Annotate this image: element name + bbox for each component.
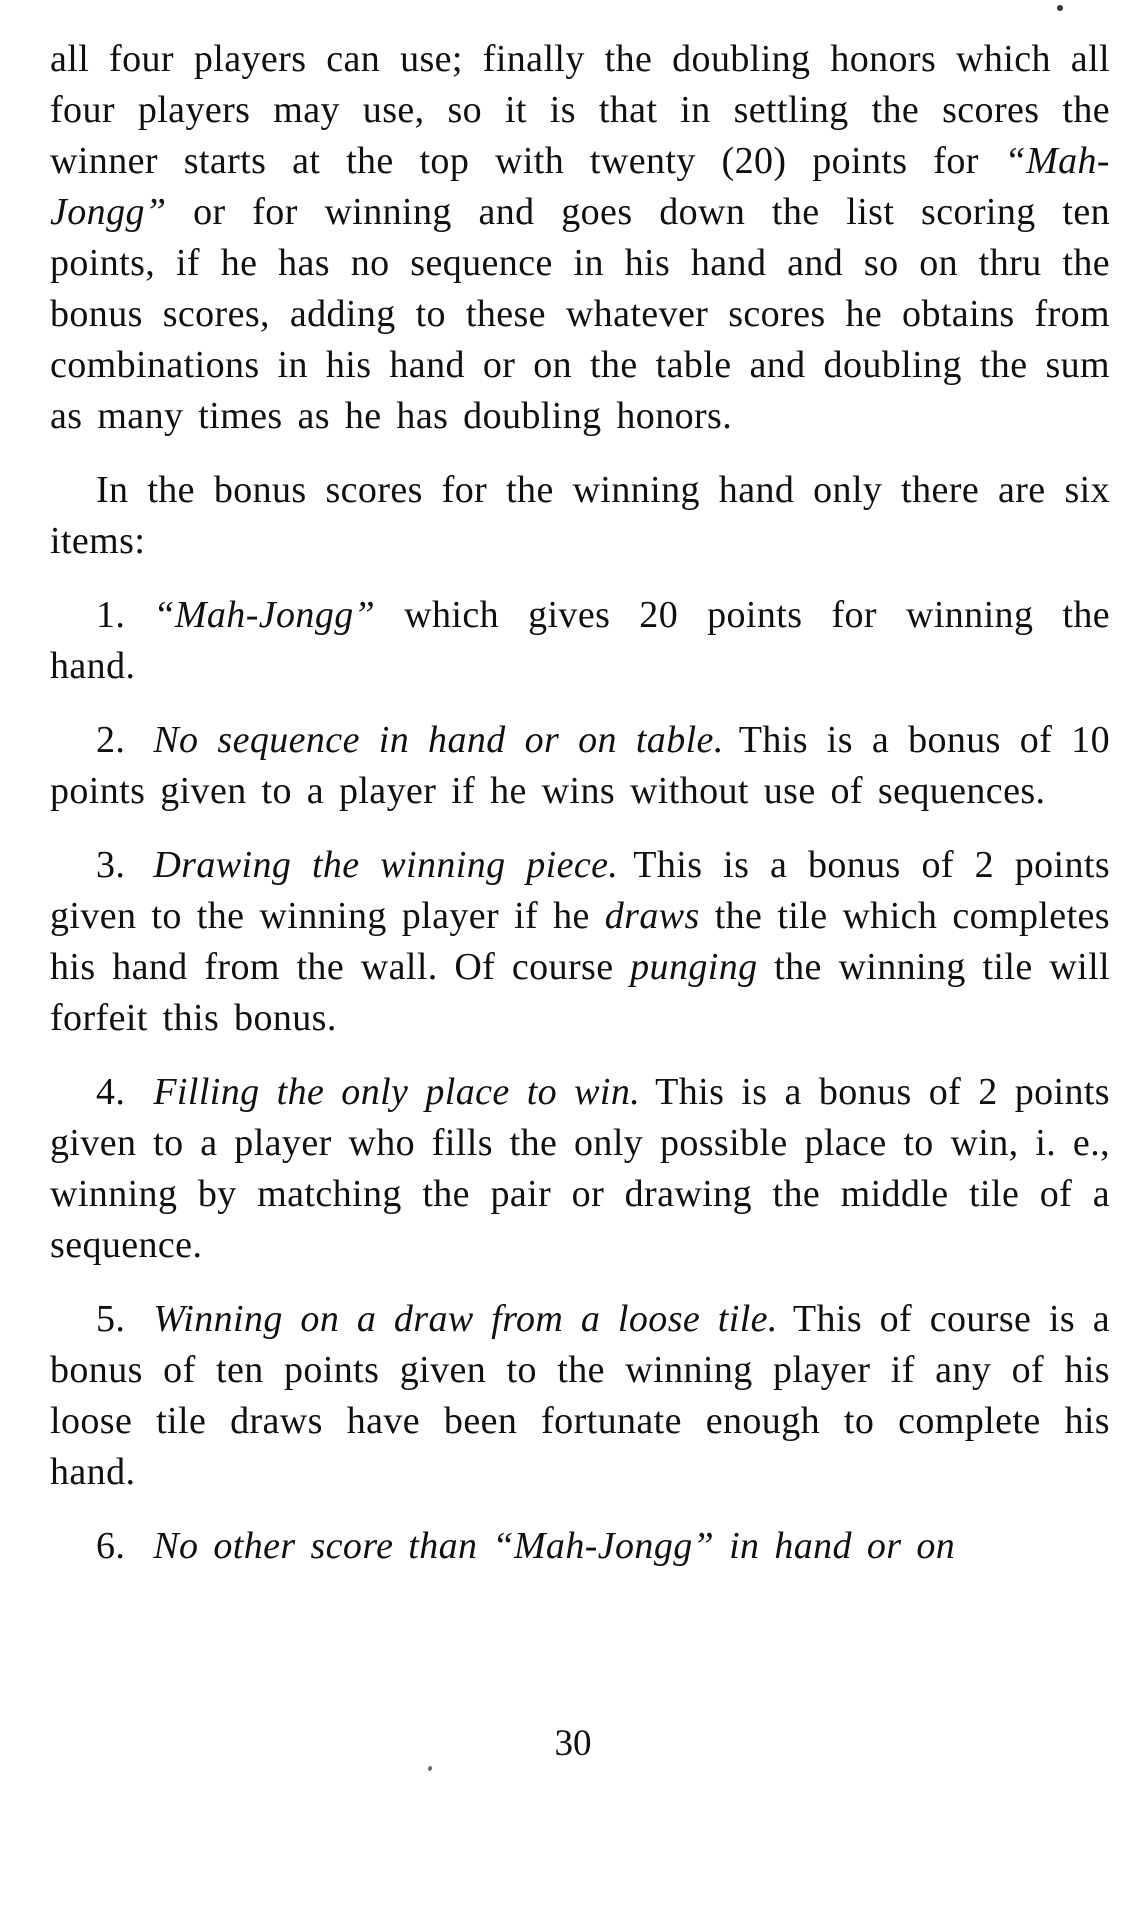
text-run-number: 3. <box>96 844 126 886</box>
text-run-number: 1. <box>96 594 126 636</box>
text-run-number: 6. <box>96 1525 126 1567</box>
page-text-block <box>50 34 1110 1595</box>
text-run-italic-title: Drawing the winning piece. <box>153 844 619 886</box>
bonus-item-3 <box>50 840 1110 1044</box>
text-run-italic-title: Filling the only place to win. <box>153 1071 641 1113</box>
bonus-item-6 <box>50 1521 1110 1572</box>
text-run-number: 4. <box>96 1071 126 1113</box>
text-run-roman: This is a bonus of 2 points given to the winning player if he <box>50 844 1111 937</box>
bonus-item-5 <box>50 1294 1110 1498</box>
scan-speck <box>1057 5 1063 11</box>
text-run-roman: This of course is a bonus of ten points given to the winning player if any of his loose tile draws have been fortunate enough to complete his hand. <box>50 1298 1111 1493</box>
text-run-italic-title: Winning on a draw from a loose tile. <box>153 1298 778 1340</box>
text-run-roman: This is a bonus of 10 points given to a player if he wins without use of sequences. <box>50 719 1110 812</box>
text-run-roman: the tile which completes his hand from the wall. Of course <box>50 895 1110 988</box>
text-run-roman: all four players can use; finally the doubling honors which all four players may use, so it is that in settling the scores the winner starts at the top with twenty (20) points for <box>50 38 1110 182</box>
text-run-number: 5. <box>96 1298 126 1340</box>
text-run-roman: which gives 20 points for winning the hand. <box>50 594 1110 687</box>
text-run-italic: punging <box>630 946 758 988</box>
text-run-italic: draws <box>604 895 700 937</box>
continuation-paragraph <box>50 34 1110 442</box>
text-run-italic: “Mah-Jongg” <box>50 140 1110 233</box>
intro-paragraph <box>50 465 1110 567</box>
text-run-roman: the winning tile will forfeit this bonus. <box>50 946 1110 1039</box>
text-run-italic: No other score than “Mah-Jongg” in hand or on <box>153 1525 956 1567</box>
text-run-roman: or for winning and goes down the list scoring ten points, if he has no sequence in his hand and so on thru the bonus scores, adding to these whatever scores he obtains from combinations in his hand or on the table and doubling the sum as many times as he has doubling honors. <box>50 191 1110 437</box>
bonus-item-2 <box>50 715 1110 817</box>
text-run-number: 2. <box>96 719 126 761</box>
page-number: 30 <box>554 1723 592 1764</box>
text-run-italic: “Mah-Jongg” <box>153 594 376 636</box>
text-run-roman: In the bonus scores for the winning hand only there are six items: <box>50 469 1110 562</box>
text-run-italic-title: No sequence in hand or on table. <box>153 719 724 761</box>
scan-speck <box>427 1765 432 1771</box>
bonus-item-4 <box>50 1067 1110 1271</box>
bonus-item-1 <box>50 590 1110 692</box>
text-run-roman: This is a bonus of 2 points given to a player who fills the only possible place to win, i. e., winning by matching the pair or drawing the middle tile of a sequence. <box>50 1071 1110 1266</box>
